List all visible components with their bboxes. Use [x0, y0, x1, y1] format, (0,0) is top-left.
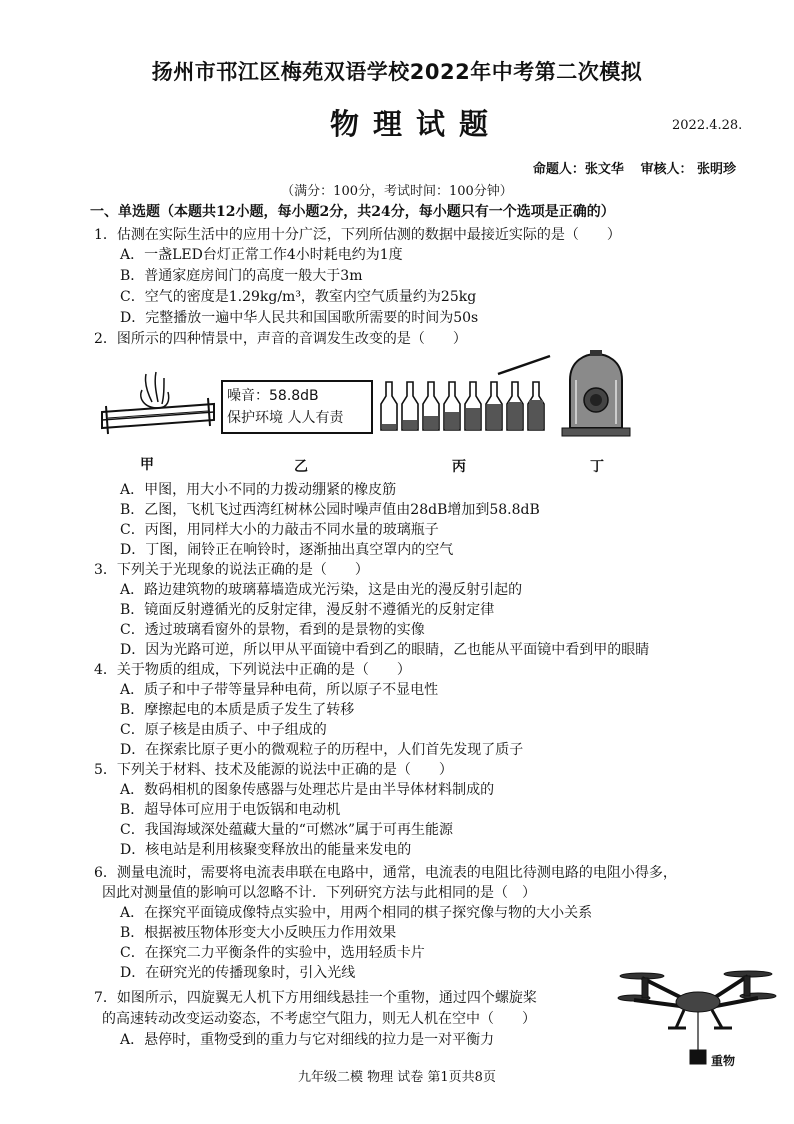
q4-option-a: A．质子和中子带等量异种电荷，所以原子不显电性	[120, 682, 439, 698]
q4-option-d: D．在探索比原子更小的微观粒子的历程中，人们首先发现了质子	[120, 742, 524, 758]
figure-label-jia: 甲	[140, 457, 154, 473]
question-7-stem-line2: 的高速转动改变运动姿态，不考虑空气阻力，则无人机在空中（ ）	[102, 1011, 536, 1027]
author-line	[0, 158, 736, 177]
question-6-stem-line2: 因此对测量值的影响可以忽略不计．下列研究方法与此相同的是（ ）	[102, 885, 536, 901]
figure-label-bing: 丙	[452, 459, 466, 475]
page-footer: 九年级二模 物理 试卷 第1页共8页	[298, 1070, 496, 1085]
noise-reading: 噪音：58.8dB	[227, 388, 319, 404]
drone-figure	[618, 962, 778, 1072]
subject-title: 物理试题	[330, 107, 503, 141]
q3-option-b: B．镜面反射遵循光的反射定律，漫反射不遵循光的反射定律	[120, 602, 495, 618]
noise-sign	[221, 380, 373, 434]
q5-option-d: D．核电站是利用核聚变释放出的能量来发电的	[120, 842, 412, 858]
question-6-stem-line1: 6．测量电流时，需要将电流表串联在电路中，通常，电流表的电阻比待测电路的电阻小得多，	[94, 865, 677, 881]
question-5-stem: 5．下列关于材料、技术及能源的说法中正确的是（ ）	[94, 762, 453, 778]
exam-meta: （满分：100分，考试时间：100分钟）	[281, 184, 513, 199]
q2-option-a: A．甲图，用大小不同的力拨动绷紧的橡皮筋	[120, 482, 397, 498]
q5-option-c: C．我国海域深处蕴藏大量的“可燃冰”属于可再生能源	[120, 822, 454, 838]
question-3-stem: 3．下列关于光现象的说法正确的是（ ）	[94, 562, 369, 578]
question-4-stem: 4．关于物质的组成，下列说法中正确的是（ ）	[94, 662, 411, 678]
q2-option-c: C．丙图，用同样大小的力敲击不同水量的玻璃瓶子	[120, 522, 439, 538]
q5-option-a: A．数码相机的图象传感器与处理芯片是由半导体材料制成的	[120, 782, 495, 798]
exam-date: 2022.4.28.	[672, 118, 743, 133]
weight-label: 重物	[711, 1054, 736, 1068]
q4-option-c: C．原子核是由质子、中子组成的	[120, 722, 327, 738]
q2-option-b: B．乙图，飞机飞过西湾红树林公园时噪声值由28dB增加到58.8dB	[120, 502, 540, 518]
q1-option-c: C．空气的密度是1.29kg/m³，教室内空气质量约为25kg	[120, 289, 477, 305]
q6-option-b: B．根据被压物体形变大小反映压力作用效果	[120, 925, 397, 941]
water-bottles-figure	[380, 352, 550, 432]
reviewer: 审核人： 张明珍	[640, 162, 736, 177]
q3-option-c: C．透过玻璃看窗外的景物，看到的是景物的实像	[120, 622, 425, 638]
q5-option-b: B．超导体可应用于电饭锅和电动机	[120, 802, 341, 818]
question-2-stem: 2．图所示的四种情景中，声音的音调发生改变的是（ ）	[94, 331, 467, 347]
q6-option-d: D．在研究光的传播现象时，引入光线	[120, 965, 356, 981]
q1-option-a: A．一盏LED台灯正常工作4小时耗电约为1度	[120, 247, 403, 263]
q3-option-a: A．路边建筑物的玻璃幕墙造成光污染，这是由光的漫反射引起的	[120, 582, 523, 598]
q1-option-d: D．完整播放一遍中华人民共和国国歌所需要的时间为50s	[120, 310, 479, 326]
question-1-stem: 1．估测在实际生活中的应用十分广泛，下列所估测的数据中最接近实际的是（ ）	[94, 227, 621, 243]
noise-slogan: 保护环境 人人有责	[227, 410, 344, 426]
q4-option-b: B．摩擦起电的本质是质子发生了转移	[120, 702, 355, 718]
q6-option-a: A．在探究平面镜成像特点实验中，用两个相同的棋子探究像与物的大小关系	[120, 905, 593, 921]
q2-option-d: D．丁图，闹铃正在响铃时，逐渐抽出真空罩内的空气	[120, 542, 454, 558]
q7-option-a: A．悬停时，重物受到的重力与它对细线的拉力是一对平衡力	[120, 1032, 495, 1048]
section-title: 一、单选题（本题共12小题，每小题2分，共24分，每小题只有一个选项是正确的）	[90, 204, 615, 220]
figure-label-yi: 乙	[294, 459, 308, 475]
exam-title: 扬州市邗江区梅苑双语学校2022年中考第二次模拟	[151, 60, 643, 84]
q1-option-b: B．普通家庭房间门的高度一般大于3m	[120, 268, 363, 284]
author: 命题人：张文华	[532, 162, 624, 177]
question-7-stem-line1: 7．如图所示，四旋翼无人机下方用细线悬挂一个重物，通过四个螺旋桨	[94, 990, 537, 1006]
vacuum-bell-jar-figure	[560, 350, 632, 442]
figure-label-ding: 丁	[590, 459, 604, 475]
q3-option-d: D．因为光路可逆，所以甲从平面镜中看到乙的眼睛，乙也能从平面镜中看到甲的眼睛	[120, 642, 650, 658]
q6-option-c: C．在探究二力平衡条件的实验中，选用轻质卡片	[120, 945, 425, 961]
rubber-band-figure	[98, 368, 218, 448]
